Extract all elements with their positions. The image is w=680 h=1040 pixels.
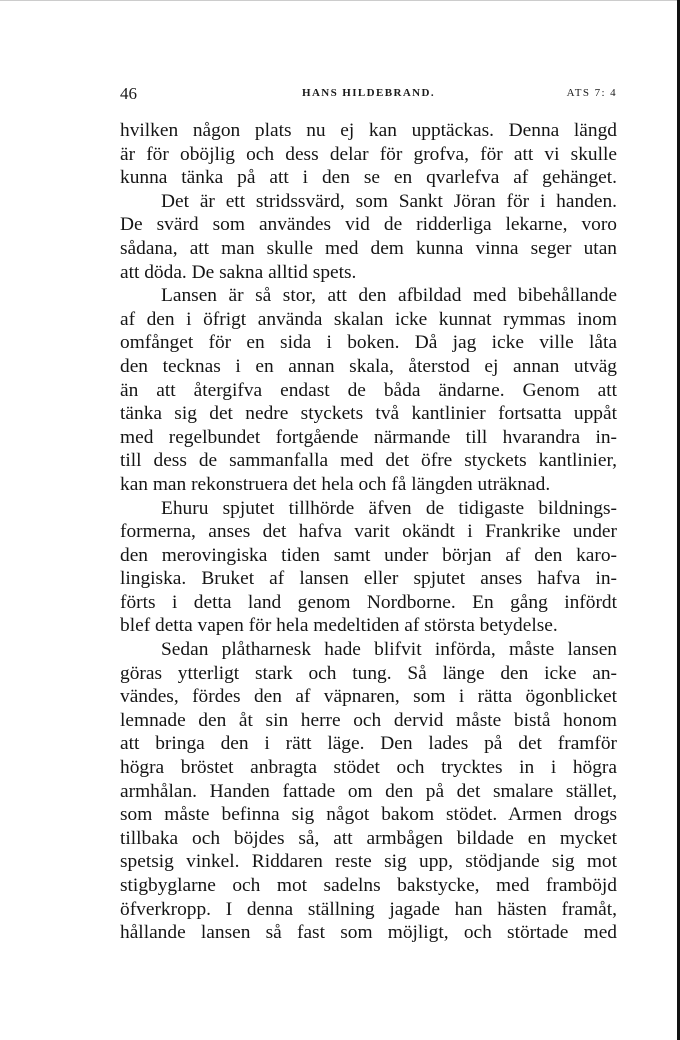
text-line: att bringa den i rätt läge. Den lades på det framför xyxy=(120,733,617,755)
text-line: Lansen är så stor, att den afbildad med bibehållande xyxy=(161,285,617,307)
text-line: lemnade den åt sin herre och dervid måste bistå honom xyxy=(120,709,617,731)
text-line: tillbaka och böjdes så, att armbågen bildade en mycket xyxy=(120,827,617,849)
text-line: med regelbundet fortgående närmande till hvarandra in- xyxy=(120,426,617,448)
text-line: af den i öfrigt använda skalan icke kunnat rymmas inom xyxy=(120,308,617,330)
text-line: armhålan. Handen fattade om den på det smalare stället, xyxy=(120,780,617,802)
text-line: hvilken någon plats nu ej kan upptäckas. Denna längd xyxy=(120,120,617,141)
text-line: hållande lansen så fast som möjligt, och störtade med xyxy=(120,922,617,944)
text-line: formerna, anses det hafva varit okändt i Frankrike under xyxy=(120,521,617,543)
text-line: är för oböjlig och dess delar för grofva, för att vi skulle xyxy=(120,143,617,165)
text-line: omfånget för en sida i boken. Då jag icke ville låta xyxy=(120,332,617,354)
text-line: den tecknas i en annan skala, återstod ej annan utväg xyxy=(120,355,617,377)
text-line: till dess de sammanfalla med det öfre styckets kantlinier, xyxy=(120,450,617,472)
text-line: högra bröstet anbragta stödet och trycktes in i högra xyxy=(120,757,617,779)
text-line: kan man rekonstruera det hela och få längden uträknad. xyxy=(120,473,551,495)
text-line: lingiska. Bruket af lansen eller spjutet anses hafva in- xyxy=(120,568,617,590)
text-line: öfverkropp. I denna ställning jagade han hästen framåt, xyxy=(120,898,617,920)
text-line: Det är ett stridssvärd, som Sankt Jöran för i handen. xyxy=(161,190,617,212)
text-line: förts i detta land genom Nordborne. En gång infördt xyxy=(120,591,617,613)
text-line: blef detta vapen för hela medeltiden af största betydelse. xyxy=(120,615,558,637)
text-line: tänka sig det nedre styckets två kantlinier fortsatta uppåt xyxy=(120,403,617,425)
page-number: 46 xyxy=(120,84,137,103)
text-line: sådana, att man skulle med dem kunna vinna seger utan xyxy=(120,237,617,259)
text-line: spetsig vinkel. Riddaren reste sig upp, stödjande sig mot xyxy=(120,851,617,873)
page-top-edge xyxy=(0,0,680,1)
text-line: Sedan plåtharnesk hade blifvit införda, måste lansen xyxy=(161,639,617,661)
body-text xyxy=(120,119,617,945)
journal-reference: ATS 7: 4 xyxy=(566,87,617,99)
text-line: än att återgifva endast de båda ändarne. Genom att xyxy=(120,379,617,401)
text-line: den merovingiska tiden samt under början af den karo- xyxy=(120,544,617,566)
text-line: vändes, fördes den af väpnaren, som i rätta ögonblicket xyxy=(120,686,617,708)
page-header xyxy=(120,84,617,104)
text-line: kunna tänka på att i den se en qvarlefva af gehänget. xyxy=(120,167,617,189)
text-line: Ehuru spjutet tillhörde äfven de tidigaste bildnings- xyxy=(161,497,617,519)
running-title: HANS HILDEBRAND. xyxy=(301,87,436,99)
text-line: stigbyglarne och mot sadelns bakstycke, med framböjd xyxy=(120,875,617,896)
text-line: göras ytterligt stark och tung. Så länge den icke an- xyxy=(120,662,617,684)
text-line: att döda. De sakna alltid spets. xyxy=(120,261,357,283)
text-line: som måste befinna sig något bakom stödet. Armen drogs xyxy=(120,804,617,826)
text-line: De svärd som användes vid de ridderliga lekarne, voro xyxy=(120,214,617,236)
